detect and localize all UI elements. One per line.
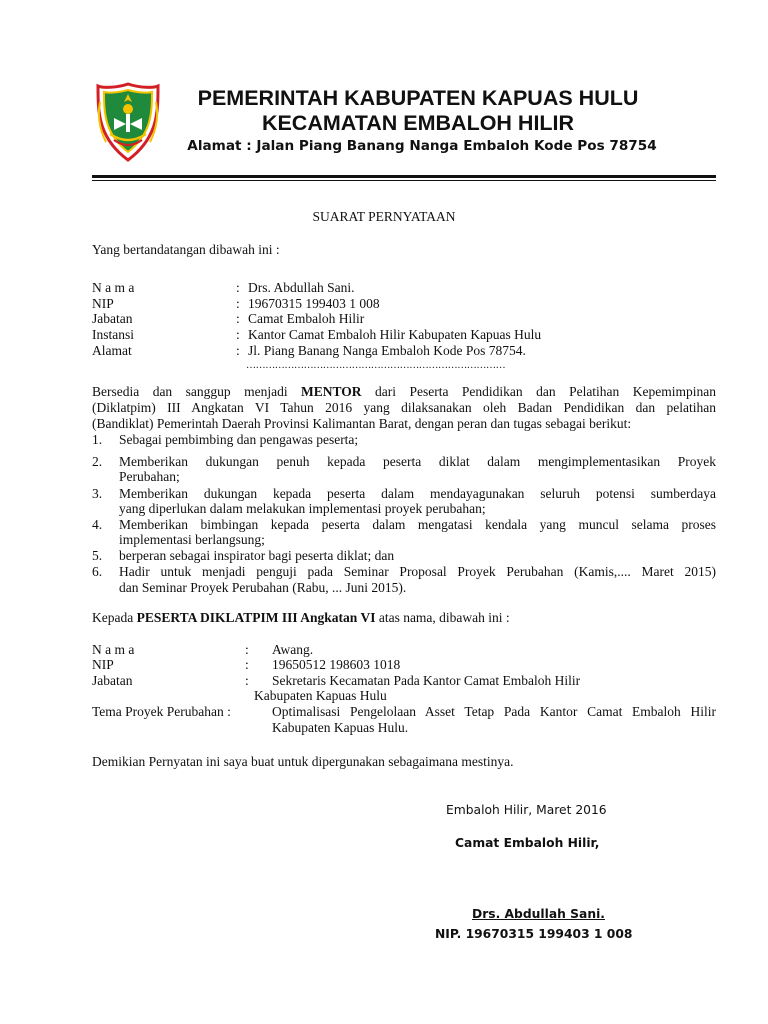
- intro-text: Yang bertandatangan dibawah ini :: [92, 242, 280, 257]
- list-number: 3.: [92, 486, 103, 501]
- signer-position: Camat Embaloh Hilir,: [455, 836, 600, 850]
- dotted-line: ………………………………………………………………………: [246, 360, 506, 371]
- list-number: 5.: [92, 548, 103, 563]
- signer-value: Jl. Piang Banang Nanga Embaloh Kode Pos 78754.: [248, 343, 526, 358]
- participant-intro: [92, 610, 510, 626]
- list-item-cont: yang diperlukan dalam melakukan implementasi proyek perubahan;: [119, 501, 486, 516]
- signer-nip: NIP. 19670315 199403 1 008: [435, 927, 633, 941]
- participant-intro-text: atas nama, dibawah ini :: [375, 610, 510, 625]
- participant-project-theme: Optimalisasi Pengelolaan Asset Tetap Pada Kantor Camat Embaloh Hilir: [272, 704, 716, 719]
- letterhead-address: Alamat : Jalan Piang Banang Nanga Embaloh Kode Pos 78754: [187, 138, 657, 154]
- signer-label: Instansi: [92, 327, 134, 342]
- list-item-cont: implementasi berlangsung;: [119, 532, 265, 547]
- participant-nip: 19650512 198603 1018: [272, 657, 401, 672]
- signer-value: Kantor Camat Embaloh Hilir Kabupaten Kapuas Hulu: [248, 327, 542, 342]
- list-number: 1.: [92, 432, 103, 447]
- mentor-bold-text: MENTOR: [301, 384, 362, 399]
- participant-intro-text: Kepada: [92, 610, 137, 625]
- participant-label: Jabatan: [92, 673, 133, 688]
- list-item: Sebagai pembimbing dan pengawas peserta;: [119, 432, 359, 447]
- paragraph-text: Bersedia dan sanggup menjadi: [92, 384, 302, 399]
- participant-position-cont: Kabupaten Kapuas Hulu: [254, 688, 387, 703]
- list-item-cont: dan Seminar Proyek Perubahan (Rabu, ... Juni 2015).: [119, 580, 407, 595]
- list-item-cont: Perubahan;: [119, 469, 180, 484]
- paragraph-text: dari Peserta Pendidikan dan Pelatihan Kepemimpinan: [361, 384, 716, 399]
- list-item: Hadir untuk menjadi penguji pada Seminar Proposal Proyek Perubahan (Kamis,.... Maret 2015): [119, 564, 716, 579]
- place-date: Embaloh Hilir, Maret 2016: [446, 803, 607, 817]
- participant-sep: :: [245, 642, 249, 657]
- signer-sep: :: [236, 280, 240, 295]
- participant-position: Sekretaris Kecamatan Pada Kantor Camat Embaloh Hilir: [272, 673, 581, 688]
- participant-sep: :: [245, 657, 249, 672]
- participant-project-theme-cont: Kabupaten Kapuas Hulu.: [272, 720, 409, 735]
- signer-label: N a m a: [92, 280, 135, 295]
- paragraph-line: (Diklatpim) III Angkatan VI Tahun 2016 yang dilaksanakan oleh Badan Pendidikan dan pelatihan: [92, 400, 716, 415]
- signer-sep: :: [236, 343, 240, 358]
- list-number: 6.: [92, 564, 103, 579]
- participant-label: N a m a: [92, 642, 135, 657]
- list-item: berperan sebagai inspirator bagi peserta diklat; dan: [119, 548, 395, 563]
- closing-statement: Demikian Pernyatan ini saya buat untuk dipergunakan sebagaimana mestinya.: [92, 754, 514, 769]
- signer-label: Alamat: [92, 343, 132, 358]
- participant-bold-text: PESERTA DIKLATPIM III Angkatan VI: [136, 610, 376, 625]
- signer-sep: :: [236, 311, 240, 326]
- signer-value: 19670315 199403 1 008: [248, 296, 380, 311]
- signer-value: Drs. Abdullah Sani.: [248, 280, 355, 295]
- document-title: SUARAT PERNYATAAN: [312, 209, 456, 224]
- signer-name: Drs. Abdullah Sani.: [472, 907, 605, 921]
- letterhead-thick-rule: [92, 175, 716, 178]
- signer-sep: :: [236, 296, 240, 311]
- paragraph-line: (Bandiklat) Pemerintah Daerah Provinsi Kalimantan Barat, dengan peran dan tugas sebagai berikut:: [92, 416, 632, 431]
- participant-label: Tema Proyek Perubahan :: [92, 704, 231, 719]
- participant-sep: :: [245, 673, 249, 688]
- list-item: Memberikan dukungan penuh kepada peserta diklat dalam mengimplementasikan Proyek: [119, 454, 716, 469]
- paragraph-line: [92, 384, 716, 400]
- signer-label: Jabatan: [92, 311, 133, 326]
- list-number: 2.: [92, 454, 103, 469]
- letterhead-line-2: KECAMATAN EMBALOH HILIR: [261, 111, 575, 135]
- participant-name: Awang.: [272, 642, 314, 657]
- signer-sep: :: [236, 327, 240, 342]
- list-item: Memberikan bimbingan kepada peserta dalam mengatasi kendala yang muncul selama proses: [119, 517, 716, 532]
- participant-label: NIP: [92, 657, 114, 672]
- list-number: 4.: [92, 517, 103, 532]
- letterhead-thin-rule: [92, 180, 716, 181]
- signer-value: Camat Embaloh Hilir: [248, 311, 365, 326]
- list-item: Memberikan dukungan kepada peserta dalam mendayagunakan seluruh potensi sumberdaya: [119, 486, 716, 501]
- letterhead-line-1: PEMERINTAH KABUPATEN KAPUAS HULU: [197, 86, 639, 110]
- signer-label: NIP: [92, 296, 114, 311]
